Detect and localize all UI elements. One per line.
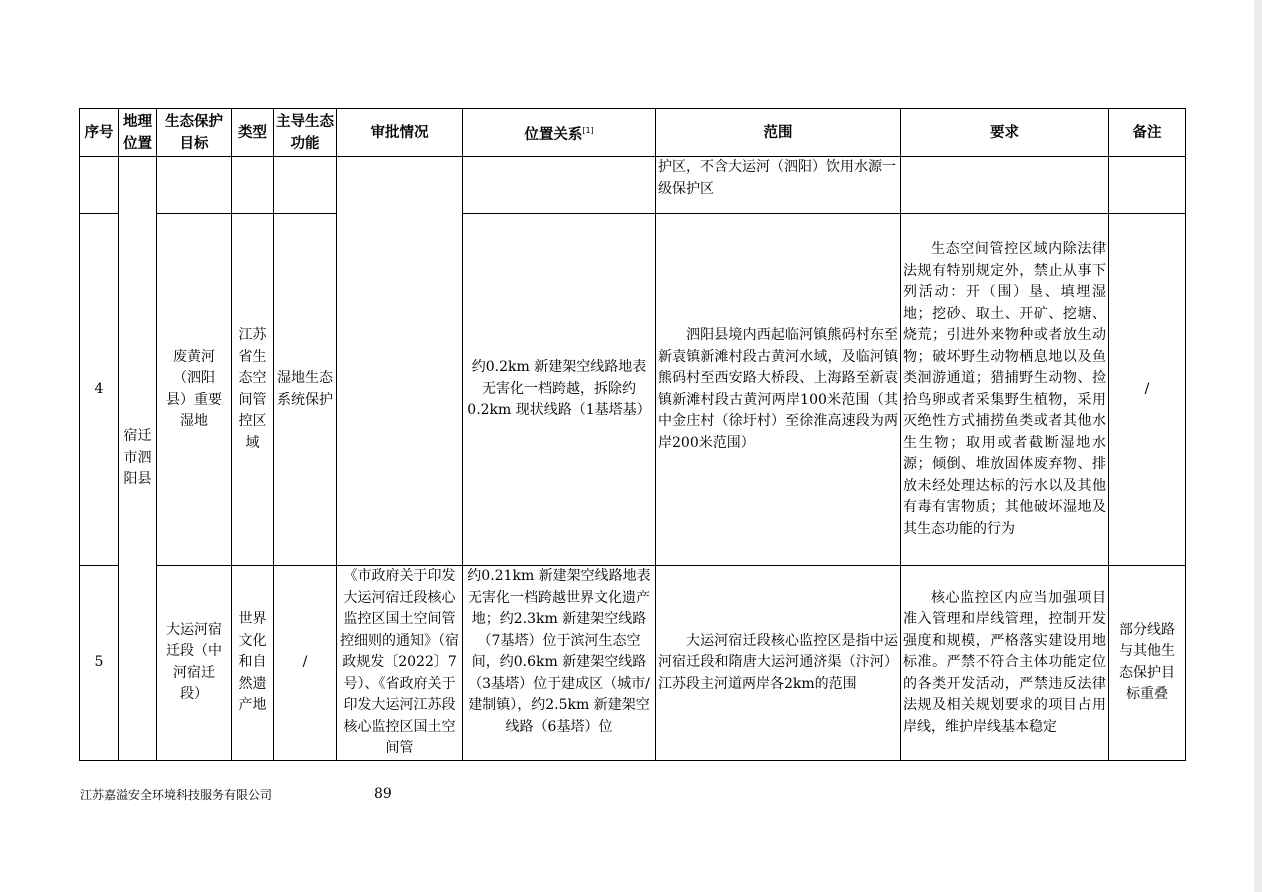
cont-requirement: [901, 157, 1109, 214]
cont-position: [463, 157, 656, 214]
table-row-5: [80, 566, 1186, 761]
row5-type: 世界文化和自然遗产地: [232, 566, 274, 761]
row4-range: 泗阳县境内西起临河镇熊码村东至新袁镇新滩村段古黄河水域，及临河镇熊码村至西安路大桥段、上海路至新袁镇新滩村段古黄河两岸100米范围（其中金庄村（徐圩村）至徐淮高速段为两岸200米范围）: [656, 214, 901, 566]
row4-position: 约0.2km 新建架空线路地表无害化一档跨越，拆除约0.2km 现状线路（1基塔基）: [463, 214, 656, 566]
page-number: 89: [374, 786, 392, 802]
row5-target: 大运河宿迁段（中河宿迁段）: [157, 566, 232, 761]
page-edge-shadow: [1254, 0, 1262, 892]
cont-no: [80, 157, 119, 214]
cont-type: [232, 157, 274, 214]
header-position-label: 位置关系: [524, 126, 583, 143]
cont-remark: [1109, 157, 1186, 214]
row4-remark: /: [1109, 214, 1186, 566]
row4-target: 废黄河（泗阳县）重要湿地: [157, 214, 232, 566]
row5-range: 大运河宿迁段核心监控区是指中运河宿迁段和隋唐大运河通济渠（汴河）江苏段主河道两岸各2km的范围: [656, 566, 901, 761]
header-requirement: 要求: [901, 109, 1109, 157]
footer-company: 江苏嘉溢安全环境科技服务有限公司: [80, 788, 273, 802]
location-text: 宿迁市泗阳县: [123, 428, 152, 487]
header-function: 主导生态功能: [274, 109, 337, 157]
location-cell: [119, 157, 157, 761]
row5-remark: 部分线路与其他生态保护目标重叠: [1109, 566, 1186, 761]
cont-range: 护区，不含大运河（泗阳）饮用水源一级保护区: [656, 157, 901, 214]
header-position: [463, 109, 656, 157]
approval-merged-cell: [337, 157, 463, 566]
header-no: 序号: [80, 109, 119, 157]
row4-no: 4: [80, 214, 119, 566]
row5-approval: 《市政府关于印发大运河宿迁段核心监控区国土空间管控细则的通知》（宿政规发〔2022〕7号）、《省政府关于印发大运河江苏段核心监控区国土空间管: [337, 566, 463, 761]
header-range: 范围: [656, 109, 901, 157]
header-approval: 审批情况: [337, 109, 463, 157]
row4-requirement: 生态空间管控区域内除法律法规有特别规定外，禁止从事下列活动：开（围）垦、填埋湿地；挖砂、取土、开矿、挖塘、烧荒；引进外来物种或者放生动物；破坏野生动物栖息地以及鱼类洄游通道；猎捕野生动物、捡拾鸟卵或者采集野生植物，采用灭绝性方式捕捞鱼类或者其他水生生物；取用或者截断湿地水源；倾倒、堆放固体废弃物、排放未经处理达标的污水以及其他有毒有害物质；其他破坏湿地及其生态功能的行为: [901, 214, 1109, 566]
row5-no: 5: [80, 566, 119, 761]
table-row-continued: [80, 157, 1186, 214]
table-row-4: [80, 214, 1186, 566]
ecological-protection-table: [79, 108, 1186, 761]
cont-function: [274, 157, 337, 214]
header-location: 地理位置: [119, 109, 157, 157]
row5-function: /: [274, 566, 337, 761]
cont-target: [157, 157, 232, 214]
header-target: 生态保护目标: [157, 109, 232, 157]
row5-position: 约0.21km 新建架空线路地表无害化一档跨越世界文化遗产地；约2.3km 新建架空线路（7基塔）位于滨河生态空间，约0.6km 新建架空线路（3基塔）位于建成区（城市/建制镇），约2.5km 新建架空线路（6基塔）位: [463, 566, 656, 761]
header-position-footnote: [1]: [582, 125, 594, 135]
row5-requirement: 核心监控区内应当加强项目准入管理和岸线管理，控制开发强度和规模，严格落实建设用地标准。严禁不符合主体功能定位的各类开发活动，严禁违反法律法规及相关规划要求的项目占用岸线，维护岸线基本稳定: [901, 566, 1109, 761]
header-type: 类型: [232, 109, 274, 157]
row4-type: 江苏省生态空间管控区域: [232, 214, 274, 566]
header-row: [80, 109, 1186, 157]
header-remark: 备注: [1109, 109, 1186, 157]
row4-function: 湿地生态系统保护: [274, 214, 337, 566]
